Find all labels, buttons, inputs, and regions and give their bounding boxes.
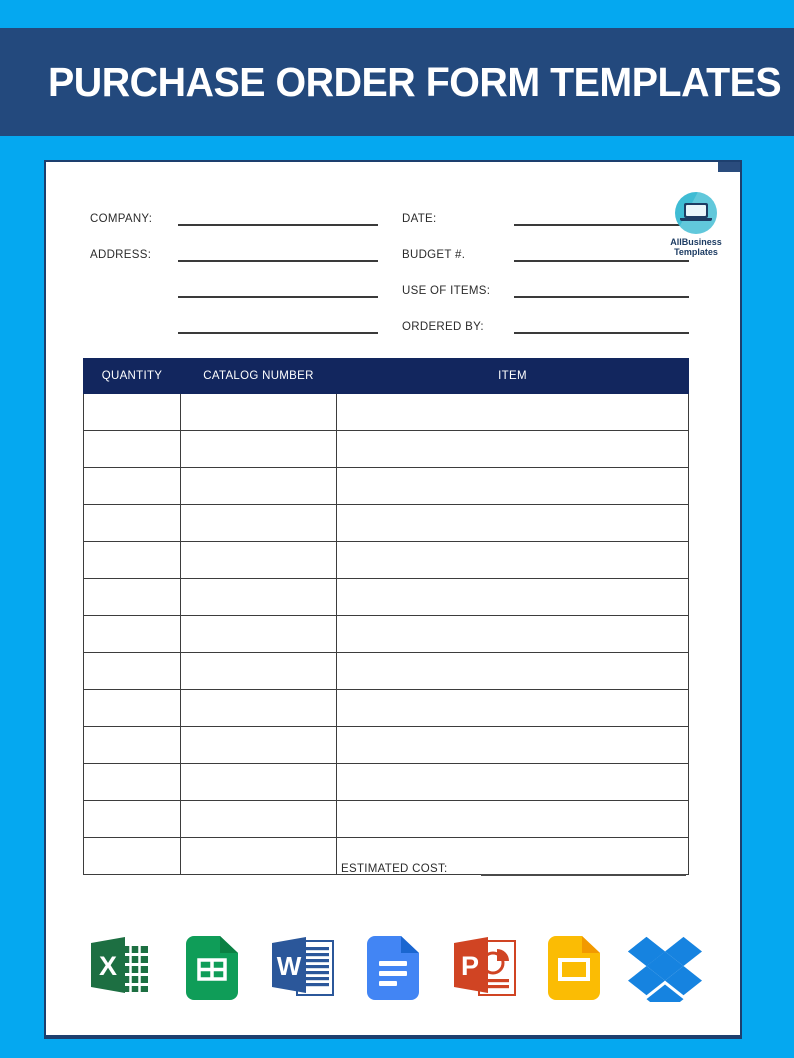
logo-circle [675, 192, 717, 234]
powerpoint-icon-glyph [451, 937, 517, 999]
cell-catalog-number[interactable] [181, 431, 337, 468]
cell-quantity[interactable] [84, 505, 181, 542]
allbusiness-templates-logo [663, 192, 729, 257]
cell-catalog-number[interactable] [181, 579, 337, 616]
cell-item[interactable] [337, 616, 689, 653]
cell-item[interactable] [337, 394, 689, 431]
table-row [84, 801, 689, 838]
field-row-date [402, 206, 689, 226]
google-sheets-icon-glyph [186, 936, 238, 1000]
table-row [84, 468, 689, 505]
cell-item[interactable] [337, 542, 689, 579]
laptop-base [680, 218, 712, 221]
form-fields-area [46, 162, 740, 352]
cell-quantity[interactable] [84, 801, 181, 838]
google-docs-icon[interactable] [356, 932, 430, 1004]
estimated-cost-label: ESTIMATED COST: [341, 863, 448, 875]
logo-text-line-2: Templates [674, 247, 718, 257]
field-row-address-line-2 [90, 278, 378, 298]
table-row [84, 579, 689, 616]
field-row-address-line-3 [90, 314, 378, 334]
word-icon-glyph [269, 937, 335, 999]
field-label-company: COMPANY: [90, 213, 153, 225]
cell-catalog-number[interactable] [181, 653, 337, 690]
cell-catalog-number[interactable] [181, 690, 337, 727]
word-icon[interactable] [265, 932, 339, 1004]
column-header-catalog-number: CATALOG NUMBER [181, 359, 337, 394]
field-row-ordered-by [402, 314, 689, 334]
field-label-address: ADDRESS: [90, 249, 152, 261]
svg-text:P: P [460, 951, 479, 981]
field-input-company[interactable] [178, 211, 378, 226]
google-docs-icon-glyph [367, 936, 419, 1000]
cell-quantity[interactable] [84, 653, 181, 690]
field-label-budget-number: BUDGET #. [402, 249, 466, 261]
field-row-address [90, 242, 378, 262]
laptop-screen [686, 205, 706, 216]
cell-item[interactable] [337, 801, 689, 838]
field-input-address-line-3[interactable] [178, 319, 378, 334]
cell-catalog-number[interactable] [181, 727, 337, 764]
estimated-cost-input[interactable] [481, 861, 686, 876]
cell-item[interactable] [337, 690, 689, 727]
cell-quantity[interactable] [84, 690, 181, 727]
svg-text:W: W [277, 951, 302, 981]
table-row [84, 505, 689, 542]
cell-quantity[interactable] [84, 542, 181, 579]
purchase-order-items-table [83, 358, 689, 875]
field-label-ordered-by: ORDERED BY: [402, 321, 484, 333]
excel-icon-glyph [88, 937, 154, 999]
estimated-cost-row [341, 861, 686, 876]
cell-catalog-number[interactable] [181, 394, 337, 431]
cell-item[interactable] [337, 764, 689, 801]
laptop-icon [684, 203, 708, 218]
file-format-icon-strip [72, 928, 714, 1008]
cell-item[interactable] [337, 579, 689, 616]
cell-catalog-number[interactable] [181, 801, 337, 838]
page-title: PURCHASE ORDER FORM TEMPLATES [48, 58, 782, 105]
logo-text-line-1: AllBusiness [670, 237, 722, 247]
cell-catalog-number[interactable] [181, 542, 337, 579]
cell-item[interactable] [337, 431, 689, 468]
cell-quantity[interactable] [84, 616, 181, 653]
cell-item[interactable] [337, 727, 689, 764]
cell-quantity[interactable] [84, 468, 181, 505]
column-header-item: ITEM [337, 359, 689, 394]
table-row [84, 616, 689, 653]
cell-item[interactable] [337, 653, 689, 690]
table-row [84, 431, 689, 468]
dropbox-icon-glyph [628, 934, 702, 1002]
table-row [84, 690, 689, 727]
field-label-use-of-items: USE OF ITEMS: [402, 285, 491, 297]
powerpoint-icon[interactable] [447, 932, 521, 1004]
field-row-use-of-items [402, 278, 689, 298]
google-slides-icon-glyph [548, 936, 600, 1000]
field-input-address-line-2[interactable] [178, 283, 378, 298]
google-slides-icon[interactable] [537, 932, 611, 1004]
field-row-budget-number [402, 242, 689, 262]
field-input-ordered-by[interactable] [514, 319, 689, 334]
cell-quantity[interactable] [84, 431, 181, 468]
cell-item[interactable] [337, 505, 689, 542]
cell-quantity[interactable] [84, 579, 181, 616]
table-row [84, 764, 689, 801]
table-body [84, 394, 689, 875]
purchase-order-document [46, 162, 740, 1035]
cell-quantity[interactable] [84, 394, 181, 431]
table-row [84, 394, 689, 431]
column-header-quantity: QUANTITY [84, 359, 181, 394]
field-input-address[interactable] [178, 247, 378, 262]
table-row [84, 542, 689, 579]
cell-quantity[interactable] [84, 838, 181, 875]
cell-catalog-number[interactable] [181, 838, 337, 875]
cell-catalog-number[interactable] [181, 505, 337, 542]
cell-catalog-number[interactable] [181, 764, 337, 801]
cell-quantity[interactable] [84, 764, 181, 801]
cell-catalog-number[interactable] [181, 616, 337, 653]
field-row-company [90, 206, 378, 226]
table-row [84, 653, 689, 690]
google-sheets-icon[interactable] [175, 932, 249, 1004]
cell-quantity[interactable] [84, 727, 181, 764]
page-header-banner [0, 28, 794, 136]
excel-icon[interactable] [84, 932, 158, 1004]
field-label-date: DATE: [402, 213, 437, 225]
svg-text:X: X [98, 951, 118, 981]
dropbox-icon[interactable] [628, 932, 702, 1004]
table-header-row [84, 359, 689, 394]
table-row [84, 727, 689, 764]
field-input-use-of-items[interactable] [514, 283, 689, 298]
cell-item[interactable] [337, 468, 689, 505]
cell-catalog-number[interactable] [181, 468, 337, 505]
